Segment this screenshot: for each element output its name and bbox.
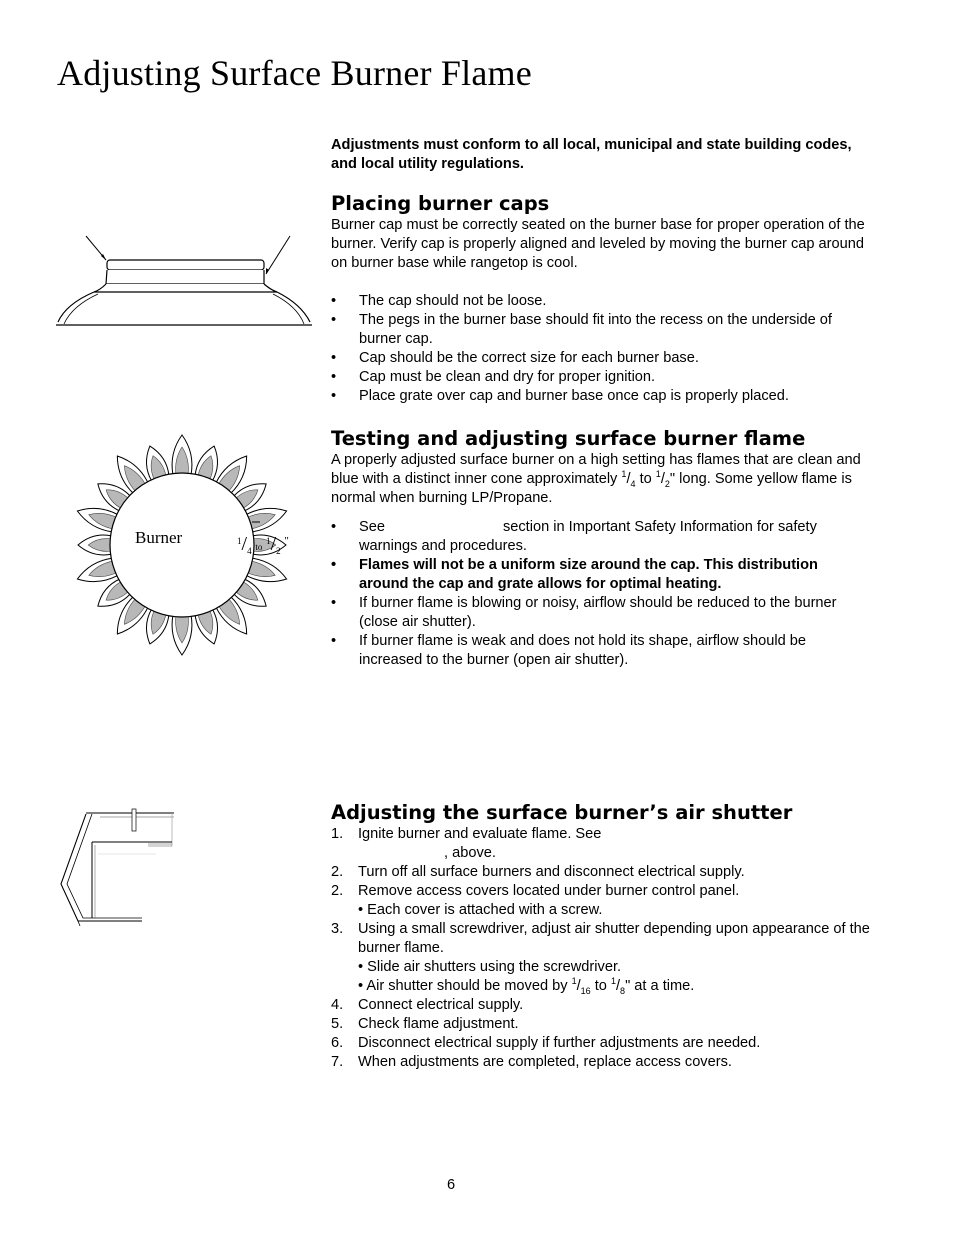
flame-length-label: $^1/_4$ to $^1/_2$ " <box>237 533 289 556</box>
burner-cap-illustration <box>54 234 314 330</box>
list-item: 4. Connect electrical supply. <box>331 997 524 1013</box>
list-item: 1. Ignite burner and evaluate flame. See , above. <box>331 826 602 861</box>
intro-note: Adjustments must conform to all local, municipal and state building codes, and local utility regulations. <box>331 137 852 172</box>
list-item: • If burner flame is weak and does not hold its shape, airflow should be increased to the burner (open air shutter). <box>331 632 871 670</box>
air-shutter-illustration <box>56 806 176 928</box>
caps-paragraph: Burner cap must be correctly seated on the burner base for proper operation of the burner. Verify cap is properly aligned and leveled by moving the burner cap around on burner base while rangetop is cool. <box>331 217 865 271</box>
section-heading-caps: Placing burner caps <box>331 192 550 215</box>
shutter-steps-list <box>331 825 891 1072</box>
flame-bullet-list <box>331 518 871 670</box>
list-item: 6. Disconnect electrical supply if further adjustments are needed. <box>331 1035 761 1051</box>
section-heading-shutter: Adjusting the surface burner’s air shutter <box>331 801 793 824</box>
list-item: 2. Turn off all surface burners and disconnect electrical supply. <box>331 864 745 880</box>
list-item: 5. Check flame adjustment. <box>331 1016 519 1032</box>
list-item: • Flames will not be a uniform size around the cap. This distribution around the cap and grate allows for optimal heating. <box>331 556 871 594</box>
list-item: 2. Remove access covers located under burner control panel. • Each cover is attached with a screw. <box>331 882 891 920</box>
list-item: 7. When adjustments are completed, replace access covers. <box>331 1054 732 1070</box>
list-item: • Place grate over cap and burner base once cap is properly placed. <box>331 387 871 406</box>
burner-label: Burner <box>135 528 183 547</box>
list-item: 3. Using a small screwdriver, adjust air shutter depending upon appearance of the burner flame. • Slide air shutters using the screwdriver. • Air shutter should be moved by $^1/_{16}$ to $^1/_8$" at a time. <box>331 920 891 996</box>
list-item: • See section in Important Safety Information for safety warnings and procedures. <box>331 518 871 556</box>
section-heading-flame: Testing and adjusting surface burner flame <box>331 427 806 450</box>
caps-bullet-list <box>331 292 871 406</box>
list-item: • Cap must be clean and dry for proper ignition. <box>331 368 871 387</box>
list-item: • The pegs in the burner base should fit into the recess on the underside of burner cap. <box>331 311 871 349</box>
flame-paragraph: A properly adjusted surface burner on a high setting has flames that are clean and blue with a distinct inner cone approximately $^1/_4$ to $^1/_2$" long. Some yellow flame is normal when burning LP/Propane. <box>331 452 861 506</box>
list-item: • If burner flame is blowing or noisy, airflow should be reduced to the burner (close air shutter). <box>331 594 871 632</box>
page-number: 6 <box>447 1177 456 1193</box>
list-item: • Cap should be the correct size for each burner base. <box>331 349 871 368</box>
page-title: Adjusting Surface Burner Flame <box>57 53 532 93</box>
list-item: • The cap should not be loose. <box>331 292 871 311</box>
